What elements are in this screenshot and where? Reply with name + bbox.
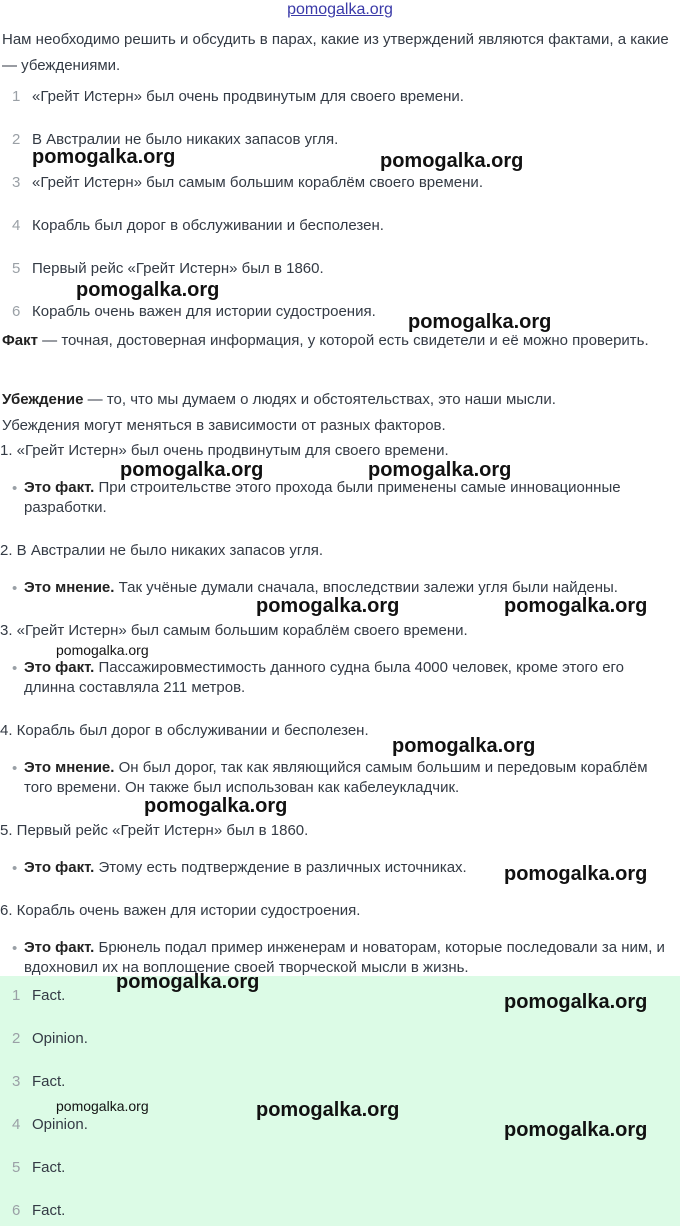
verdict: Это факт. <box>24 479 95 496</box>
analysis-explanation <box>24 658 678 698</box>
analysis-heading: 1. «Грейт Истерн» был очень продвинутым для своего времени. <box>0 442 449 459</box>
statement-number: 1 <box>12 88 21 105</box>
answer-text: Opinion. <box>32 1116 88 1133</box>
answer-number: 5 <box>12 1159 21 1176</box>
watermark: pomogalka.org <box>116 971 260 993</box>
explanation-text: Этому есть подтверждение в различных источниках. <box>94 859 467 876</box>
bullet: • <box>12 580 18 597</box>
belief-term: Убеждение <box>2 391 84 408</box>
watermark: pomogalka.org <box>392 735 536 757</box>
watermark: pomogalka.org <box>32 146 176 168</box>
statement-text: «Грейт Истерн» был очень продвинутым для своего времени. <box>32 88 464 105</box>
belief-note: Убеждения могут меняться в зависимости от разных факторов. <box>2 417 446 434</box>
watermark: pomogalka.org <box>256 1099 400 1121</box>
answer-number: 3 <box>12 1073 21 1090</box>
watermark: pomogalka.org <box>56 642 149 658</box>
statement-number: 6 <box>12 303 21 320</box>
analysis-explanation <box>24 758 678 798</box>
belief-definition <box>2 387 678 413</box>
bullet: • <box>12 760 18 777</box>
fact-definition <box>2 328 678 354</box>
analysis-heading: 2. В Австралии не было никаких запасов угля. <box>0 542 324 559</box>
verdict: Это факт. <box>24 939 95 956</box>
statement-number: 2 <box>12 131 21 148</box>
task-intro: Нам необходимо решить и обсудить в парах, какие из утверждений являются фактами, а какие — убеждениями. <box>2 31 669 74</box>
statement-number: 4 <box>12 217 21 234</box>
explanation-text: При строительстве этого прохода были применены самые инновационные разработки. <box>24 479 621 516</box>
watermark: pomogalka.org <box>256 595 400 617</box>
statement-text: В Австралии не было никаких запасов угля. <box>32 131 339 148</box>
answer-number: 2 <box>12 1030 21 1047</box>
watermark: pomogalka.org <box>120 459 264 481</box>
fact-definition-text: — точная, достоверная информация, у которой есть свидетели и её можно проверить. <box>38 332 649 349</box>
bullet: • <box>12 940 18 957</box>
watermark: pomogalka.org <box>504 595 648 617</box>
watermark: pomogalka.org <box>504 1119 648 1141</box>
answer-text: Fact. <box>32 1202 66 1219</box>
statement-text: «Грейт Истерн» был самым большим кораблём своего времени. <box>32 174 483 191</box>
watermark: pomogalka.org <box>144 795 288 817</box>
analysis-heading: 6. Корабль очень важен для истории судостроения. <box>0 902 361 919</box>
watermark: pomogalka.org <box>408 311 552 333</box>
statement-number: 5 <box>12 260 21 277</box>
site-link[interactable]: pomogalka.org <box>287 1 393 18</box>
analysis-heading: 5. Первый рейс «Грейт Истерн» был в 1860. <box>0 822 309 839</box>
watermark: pomogalka.org <box>56 1098 149 1114</box>
bullet: • <box>12 480 18 497</box>
verdict: Это мнение. <box>24 759 115 776</box>
belief-definition-text: — то, что мы думаем о людях и обстоятельствах, это наши мысли. <box>83 391 556 408</box>
answer-text: Opinion. <box>32 1030 88 1047</box>
answer-text: Fact. <box>32 1073 66 1090</box>
bullet: • <box>12 660 18 677</box>
verdict: Это факт. <box>24 859 95 876</box>
watermark: pomogalka.org <box>368 459 512 481</box>
answer-number: 4 <box>12 1116 21 1133</box>
statement-text: Корабль очень важен для истории судостроения. <box>32 303 376 320</box>
statement-text: Корабль был дорог в обслуживании и бесполезен. <box>32 217 384 234</box>
analysis-heading: 4. Корабль был дорог в обслуживании и бесполезен. <box>0 722 369 739</box>
explanation-text: Так учёные думали сначала, впоследствии залежи угля были найдены. <box>114 579 618 596</box>
answer-text: Fact. <box>32 987 66 1004</box>
bullet: • <box>12 860 18 877</box>
statement-number: 3 <box>12 174 21 191</box>
answer-number: 6 <box>12 1202 21 1219</box>
watermark: pomogalka.org <box>504 863 648 885</box>
statement-text: Первый рейс «Грейт Истерн» был в 1860. <box>32 260 324 277</box>
watermark: pomogalka.org <box>76 279 220 301</box>
verdict: Это мнение. <box>24 579 115 596</box>
watermark: pomogalka.org <box>504 991 648 1013</box>
explanation-text: Брюнель подал пример инженерам и новаторам, которые последовали за ним, и вдохновил их на воплощение своей творческой мысли в жизнь. <box>24 939 665 976</box>
answer-number: 1 <box>12 987 21 1004</box>
fact-term: Факт <box>2 332 38 349</box>
analysis-explanation <box>24 478 678 518</box>
watermark: pomogalka.org <box>380 150 524 172</box>
verdict: Это факт. <box>24 659 95 676</box>
analysis-heading: 3. «Грейт Истерн» был самым большим кораблём своего времени. <box>0 622 468 639</box>
explanation-text: Он был дорог, так как являющийся самым большим и передовым кораблём того времени. Он также был использован как кабелеукладчик. <box>24 759 648 796</box>
answer-text: Fact. <box>32 1159 66 1176</box>
explanation-text: Пассажировместимость данного судна была 4000 человек, кроме этого его длинна составляла 211 метров. <box>24 659 625 696</box>
